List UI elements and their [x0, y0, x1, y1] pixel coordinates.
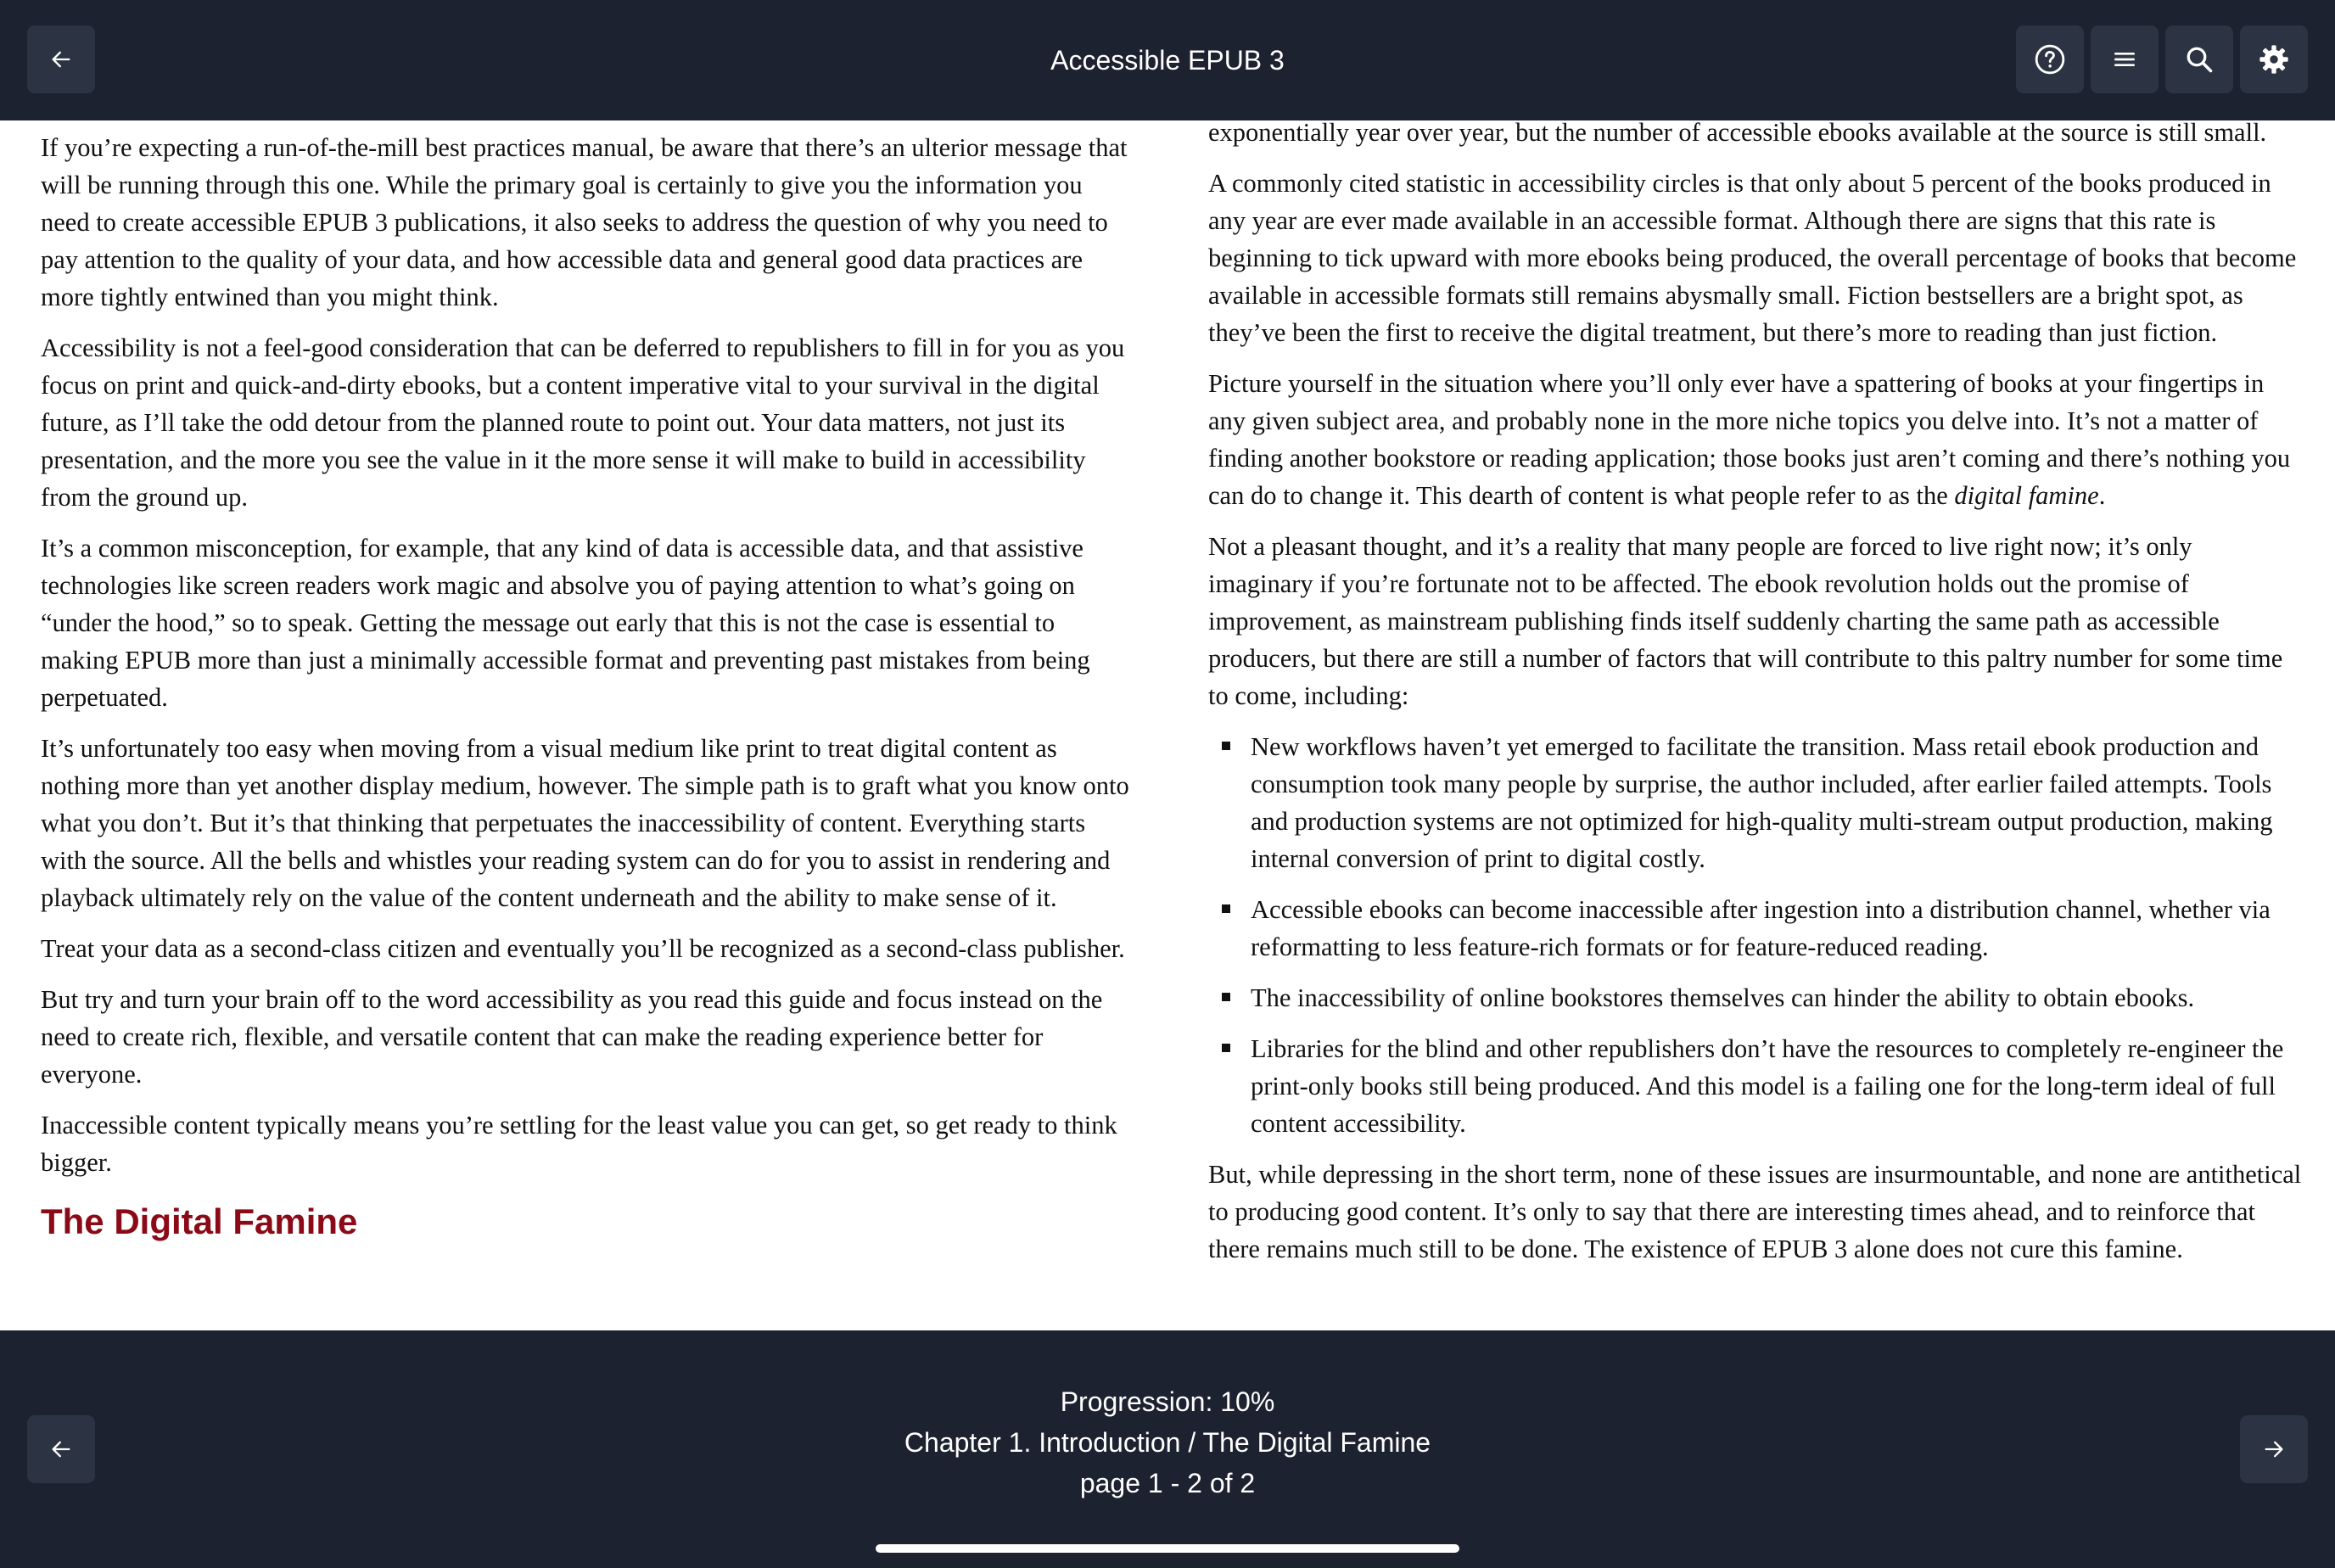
home-indicator[interactable] — [876, 1544, 1459, 1553]
table-of-contents-button[interactable] — [2091, 25, 2159, 93]
settings-button[interactable] — [2240, 25, 2308, 93]
paragraph-text: . — [2098, 481, 2106, 510]
arrow-right-icon — [2262, 1437, 2286, 1461]
page-number-text: page 1 - 2 of 2 — [1079, 1468, 1256, 1498]
list-item: Accessible ebooks can become inaccessible after ingestion into a distribution channel, whether via reformatting to less feature-rich formats or for feature-reduced reading. — [1251, 891, 2303, 966]
right-page-column — [1208, 120, 2303, 1330]
search-button[interactable] — [2165, 25, 2233, 93]
list-item: New workflows haven’t yet emerged to facilitate the transition. Mass retail ebook production and consumption took many people by surprise, the author included, after earlier failed attempts. Tools and production systems are not optimized for high-quality multi-stream output production, making internal conversion of print to digital costly. — [1251, 728, 2303, 877]
bottom-toolbar — [0, 1330, 2335, 1568]
menu-icon — [2111, 46, 2138, 73]
emphasis-text: digital famine — [1954, 481, 2099, 510]
reader-page[interactable] — [0, 120, 2335, 1330]
reading-status — [0, 1381, 2335, 1504]
paragraph: It’s unfortunately too easy when moving from a visual medium like print to treat digital content as nothing more than yet another display medium, however. The simple path is to graft what you know onto what you don’t. But it’s that thinking that perpetuates the inaccessibility of content. Everything starts with the source. All the bells and whistles your reading system can do for you to assist in rendering and playback ultimately rely on the value of the content underneath and the ability to make sense of it. — [41, 734, 1129, 912]
next-page-button[interactable] — [2240, 1415, 2308, 1483]
gear-icon — [2258, 43, 2290, 76]
paragraph: Treat your data as a second-class citizen and eventually you’ll be recognized as a second-class publisher. — [41, 934, 1125, 963]
book-title: Accessible EPUB 3 — [1050, 45, 1285, 76]
paragraph-fragment: exponentially year over year, but the number of accessible ebooks available at the source is still small. — [1208, 120, 2267, 147]
paragraph-text: Picture yourself in the situation where you’ll only ever have a spattering of books at your fingertips in any given subject area, and probably none in the more niche topics you delve into. It’s not a matter of finding another bookstore or reading application; those books just aren’t coming and there’s nothing you can do to change it. This dearth of content is what people refer to as the — [1208, 369, 2291, 510]
list-item: The inaccessibility of online bookstores themselves can hinder the ability to obtain ebooks. — [1251, 979, 2303, 1016]
paragraph: It’s a common misconception, for example, that any kind of data is accessible data, and that assistive technologies like screen readers work magic and absolve you of paying attention to what’s going on “under the hood,” so to speak. Getting the message out early that this is not the case is essential to making EPUB more than just a minimally accessible format and preventing past mistakes from being perpetuated. — [41, 534, 1090, 712]
help-button[interactable] — [2016, 25, 2084, 93]
help-circle-icon — [2034, 43, 2066, 76]
left-page-column — [41, 120, 1135, 1330]
search-icon — [2184, 44, 2215, 75]
paragraph: If you’re expecting a run-of-the-mill best practices manual, be aware that there’s an ulterior message that will be running through this one. While the primary goal is certainly to give you the information you need to create accessible EPUB 3 publications, it also seeks to address the question of why you need to pay attention to the quality of your data, and how accessible data and general good data practices are more tightly entwined than you might think. — [41, 133, 1128, 311]
paragraph: Not a pleasant thought, and it’s a reality that many people are forced to live right now; it’s only imaginary if you’re fortunate not to be affected. The ebook revolution holds out the promise of improvement, as mainstream publishing finds itself suddenly charting the same path as accessible producers, but there are still a number of factors that will contribute to this paltry number for some time to come, including: — [1208, 532, 2283, 710]
paragraph: Inaccessible content typically means you’re settling for the least value you can get, so get ready to think bigger. — [41, 1111, 1117, 1177]
paragraph: But, while depressing in the short term, none of these issues are insurmountable, and none are antithetical to producing good content. It’s only to say that there are interesting times ahead, and to reinforce that there remains much still to be done. The existence of EPUB 3 alone does not cure this famine. — [1208, 1160, 2302, 1263]
paragraph: A commonly cited statistic in accessibility circles is that only about 5 percent of the books produced in any year are ever made available in an accessible format. Although there are signs that this rate is beginning to tick upward with more ebooks being produced, the overall percentage of books that become available in accessible formats still remains abysmally small. Fiction bestsellers are a bright spot, as they’ve been the first to receive the digital treatment, but there’s more to reading than just fiction. — [1208, 169, 2297, 347]
paragraph: But try and turn your brain off to the word accessibility as you read this guide and focus instead on the need to create rich, flexible, and versatile content that can make the reading experience better for everyone. — [41, 985, 1103, 1089]
chapter-text: Chapter 1. Introduction / The Digital Famine — [904, 1427, 1431, 1458]
section-heading: The Digital Famine — [41, 1201, 358, 1241]
top-toolbar — [0, 0, 2335, 120]
progression-text: Progression: 10% — [1060, 1386, 1275, 1417]
bullet-list — [1208, 728, 2303, 1142]
list-item: Libraries for the blind and other republishers don’t have the resources to completely re-engineer the print-only books still being produced. And this model is a failing one for the long-term ideal of full content accessibility. — [1251, 1030, 2303, 1142]
paragraph: Accessibility is not a feel-good consideration that can be deferred to republishers to fill in for you as you focus on print and quick-and-dirty ebooks, but a content imperative vital to your survival in the digital future, as I’ll take the odd detour from the planned route to point out. Your data matters, not just its presentation, and the more you see the value in it the more sense it will make to build in accessibility from the ground up. — [41, 333, 1125, 512]
paragraph — [1208, 365, 2303, 514]
